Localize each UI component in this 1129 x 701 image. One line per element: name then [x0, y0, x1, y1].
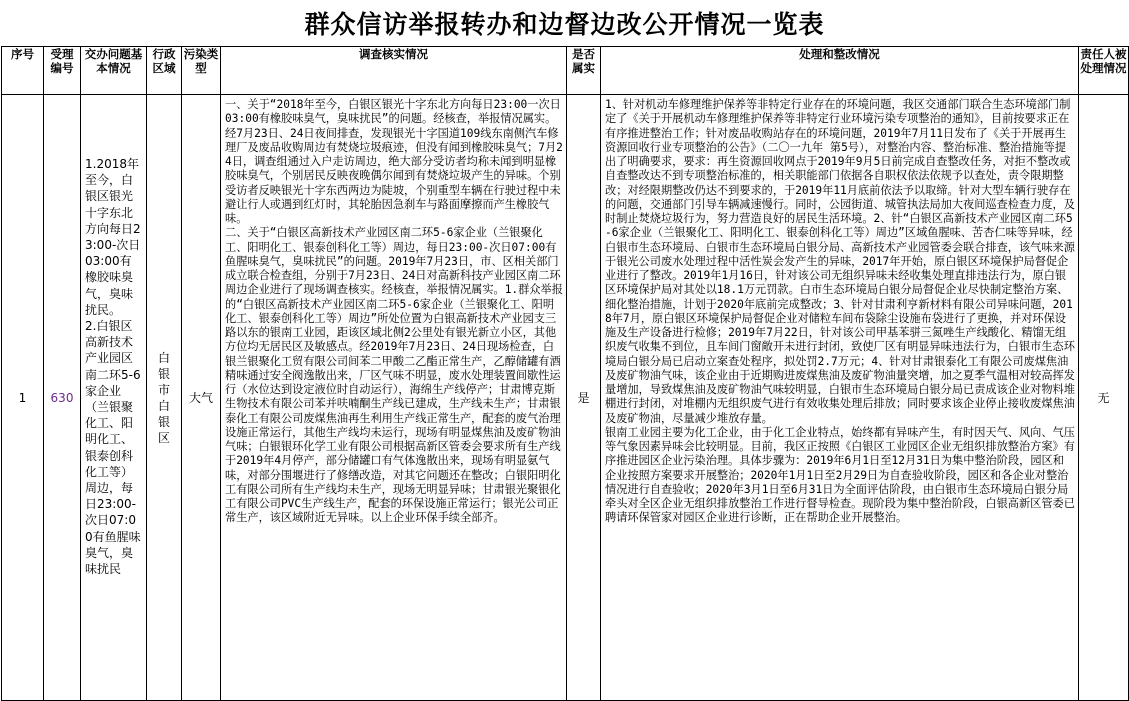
page-title: 群众信访举报转办和边督边改公开情况一览表: [304, 10, 825, 39]
header-pollution-type: 污染类型: [182, 47, 221, 95]
header-investigation: 调查核实情况: [221, 47, 567, 95]
cell-case-summary: 1.2018年至今，白银区银光十字东北方向每日23:00-次日03:00有橡胶味臭气，臭味扰民。 2.白银区高新技术产业园区南二环5-6家企业（兰银聚化工、阳明化工、银泰创科化工等）周边，每日23:00-次日07:00有鱼腥味臭气，臭味扰民: [81, 95, 147, 701]
header-receipt-no: 受理编号: [44, 47, 81, 95]
cell-receipt-no: 630: [44, 95, 81, 701]
header-handling: 处理和整改情况: [601, 47, 1079, 95]
header-seq: 序号: [2, 47, 44, 95]
header-is-true: 是否属实: [567, 47, 601, 95]
disclosure-table: [1, 46, 1129, 701]
header-row: [2, 47, 1129, 95]
cell-district: [147, 95, 182, 701]
header-case-summary: 交办问题基本情况: [81, 47, 147, 95]
cell-handling: 1、针对机动车修理维护保养等非特定行业存在的环境问题，我区交通部门联合生态环境部门制定了《关于开展机动车修理维护保养等非特定行业环境污染专项整治的通知》，目前按要求正在有序推进整治工作；针对废品收购站存在的环境问题，2019年7月11日发布了《关于开展再生资源回收行业专项整治的公告》（二〇一九年 第5号），对整治内容、整治标准、整治措施等提出了明确要求，要求：再生资源回收网点于2019年9月5日前完成自查整改任务，对拒不整改或自查整改达不到专项整治标准的，相关职能部门依据各自职权依法依规予以查处，责令限期整改；对经限期整改仍达不到要求的，于2019年11月底前依法予以取缔。针对大型车辆行驶存在的问题，交通部门引导车辆减速慢行。同时，公园街道、城管执法局加大夜间巡查检查力度，及时制止焚烧垃圾行为，努力营造良好的居民生活环境。2、针“白银区高新技术产业园区南二环5-6家企业（兰银聚化工、阳明化工、银泰创科化工等）周边”区域鱼腥味、苦杏仁味等异味，经白银市生态环境局、白银市生态环境局白银分局、高新技术产业园管委会联合排查，该气味来源于银光公司废水处理过程中活性炭会发产生的异味，2017年开始，原白银区环境保护局督促企业进行了整改。2019年1月16日，针对该公司无组织异味未经收集处理直排违法行为，原白银区环境保护局对其处以18.1万元罚款。白市生态环境局白银分局督促企业尽快制定整治方案、细化整治措施，计划于2020年底前完成整改；3、针对甘肃利亨新材料有限公司异味问题，2018年7月，原白银区环境保护局督促企业对储粒车间布袋除尘设施布袋进行了更换，并对环保设施及生产设备进行检修；2019年7月22日，针对该公司甲基苯骈三氮唑生产线酸化、精馏无组织废气收集不到位，且车间门窗敞开未进行封闭，致使厂区有明显异味违法行为，白银市生态环境局白银分局已启动立案查处程序，拟处罚2.7万元；4、针对甘肃银泰化工有限公司废煤焦油及废矿物油气味，该企业由于近期购进废煤焦油及废矿物油量突增，加之夏季气温相对较高挥发量增加，导致煤焦油及废矿物油气味较明显，白银市生态环境局白银分局已责成该企业对物料堆棚进行封闭，对堆棚内无组织废气进行有效收集处理后排放；同时要求该企业停止接收废煤焦油及废矿物油，尽量减少堆放存量。 银南工业园主要为化工企业，由于化工企业特点，始终都有异味产生，有时因天气、风向、气压等气象因素异味会比较明显。目前，我区正按照《白银区工业园区企业无组织排放整治方案》有序推进园区企业污染治理。具体步骤为：2019年6月1日至12月31日为集中整治阶段，园区和企业按照方案要求开展整治；2020年1月1日至2月29日为自查验收阶段，园区和各企业对整治情况进行自查验收；2020年3月1日至6月31日为全面评估阶段，由白银市生态环境局白银分局牵头对全区企业无组织排放整治工作进行督导检查。现阶段为集中整治阶段，白银高新区管委已聘请环保管家对园区企业进行诊断，正在帮助企业开展整治。: [601, 95, 1079, 701]
cell-is-true: 是: [567, 95, 601, 701]
header-district: 行政区域: [147, 47, 182, 95]
cell-seq: 1: [2, 95, 44, 701]
cell-investigation: 一、关于“2018年至今，白银区银光十字东北方向每日23:00一次日03:00有橡胶味臭气，臭味扰民”的问题。经核查，举报情况属实。经7月23日、24日夜间排查，发现银光十字国道109线东南侧汽车修理厂及废品收购周边有焚烧垃圾痕迹，但没有闻到橡胶味臭气；7月24日，调查组通过入户走访周边，绝大部分受访者均称未闻到明显橡胶味臭气，个别居民反映夜晚偶尔闻到有焚烧垃圾产生的异味。个别受访者反映银光十字东西两边为陡坡，个别重型车辆在行驶过程中未避让行人或遇到红灯时，其轮胎因急刹车与路面摩擦而产生橡胶气味。 二、关于“白银区高新技术产业园区南二环5-6家企业（兰银聚化工、阳明化工、银泰创科化工等）周边，每日23:00-次日07:00有鱼腥味臭气，臭味扰民”的问题。2019年7月23日，市、区相关部门成立联合检查组，分别于7月23日、24日对高新科技产业园区南二环周边企业进行了现场调查核实。经核查，举报情况属实。1.群众举报的“白银区高新技术产业园区南二环5-6家企业（兰银聚化工、阳明化工、银泰创科化工等）周边”所处位置为白银高新技术产业园支三路以东的银南工业园，距该区域北侧2公里处有银光新立小区，其他方位均无居民区及敏感点。经2019年7月23日、24日现场检查，白银兰银聚化工贸有限公司间苯二甲酸二乙酯正常生产，乙醇储罐有酒精味通过安全阀逸散出来，厂区气味不明显，废水处理装置间歇性运行（水位达到设定液位时自动运行），海绵生产线停产；甘肃博克斯生物技术有限公司苯并呋喃酮生产线已建成，生产线未生产；甘肃银泰化工有限公司废煤焦油再生利用生产线正常生产，配套的废气治理设施正常运行，其他生产线均未运行，现场有明显煤焦油及废矿物油气味；白银银环化学工业有限公司根据高新区管委会要求所有生产线于2019年4月停产，部分储罐口有气体逸散出来，现场有明显氨气味，对部分围堰进行了修缮改造，对其它问题还在整改；白银阳明化工有限公司所有生产线均未生产，现场无明显异味；甘肃银光聚银化工有限公司PVC生产线生产，配套的环保设施正常运行；银光公司正常生产，该区域附近无异味。以上企业环保手续全部齐。: [221, 95, 567, 701]
header-responsible: 责任人被处理情况: [1079, 47, 1129, 95]
district-text: 白银市白银区: [157, 350, 170, 445]
table-row: [2, 95, 1129, 701]
cell-responsible: 无: [1079, 95, 1129, 701]
cell-pollution-type: 大气: [182, 95, 221, 701]
